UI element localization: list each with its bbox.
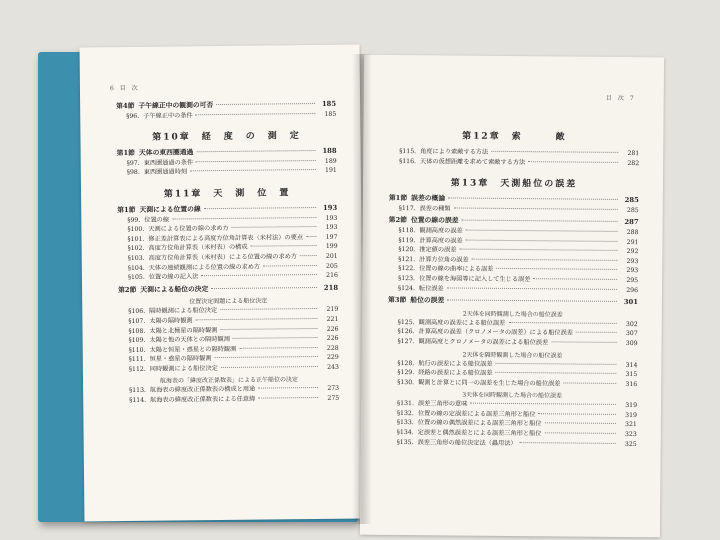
toc-entry	[119, 394, 339, 406]
running-head-right: 目 次 7	[605, 94, 634, 103]
entry-title: 転位誤差	[418, 284, 444, 292]
entry-number: §129.	[397, 369, 415, 377]
entry-page: 282	[627, 159, 640, 167]
entry-title: 太陽と他の天体との隔時観測	[149, 336, 230, 344]
entry-title: 誤差の概論	[411, 194, 446, 203]
entry-title: 恒星・惑星の隔時観測	[149, 355, 212, 364]
entry-number: §125.	[397, 318, 415, 326]
entry-number: §98.	[126, 169, 140, 177]
entry-page: 293	[626, 257, 639, 265]
entry-page: 281	[627, 150, 640, 158]
dot-leader	[220, 327, 317, 330]
toc-subheading: 3天体を同時観測した場合の船位誤差	[462, 391, 563, 400]
entry-number: §109.	[128, 336, 146, 345]
entry-title: 高度方位角計算表（米村表）による位置の線の求め方	[148, 253, 298, 262]
entry-title: 観測高度の誤差による船位誤差	[418, 318, 506, 327]
entry-page: 315	[625, 371, 638, 379]
toc-subheading: 位置決定間題による船位決定	[189, 297, 268, 306]
entry-number: §127.	[397, 337, 415, 346]
entry-title: 定誤差と偶然誤差とによる誤差三角形と船位	[417, 429, 542, 438]
dot-leader	[496, 267, 617, 270]
dot-leader	[204, 206, 317, 209]
entry-title: 計算方位角の誤差	[419, 255, 469, 264]
dot-leader	[466, 229, 618, 232]
entry-page: 293	[626, 267, 639, 275]
entry-page: 273	[327, 385, 340, 393]
entry-page: 323	[624, 431, 637, 439]
entry-page: 226	[326, 334, 339, 342]
entry-page: 302	[625, 320, 638, 328]
entry-title: 太陽と北極星の隔時観測	[149, 326, 218, 335]
entry-number: §114.	[129, 396, 147, 405]
dot-leader	[528, 160, 618, 163]
entry-number: §107.	[128, 317, 146, 325]
entry-page: 301	[623, 298, 638, 307]
entry-title: 計算高度の誤差（クロノメータの誤差）による船位誤差	[418, 328, 574, 337]
entry-page: 226	[326, 325, 339, 333]
entry-number: §124.	[398, 284, 415, 292]
dot-leader	[520, 441, 616, 444]
entry-page: 218	[323, 283, 339, 292]
entry-number: §100.	[127, 225, 145, 234]
toc-subheading: 航海表の「緯度改正係数表」による正午船位の決定	[159, 376, 299, 386]
entry-title: 航海表の緯度改正係数表による任意緯	[150, 395, 256, 404]
dot-leader	[544, 431, 615, 434]
entry-number: 第3節	[387, 296, 407, 305]
chapter-heading: 第13章 天測船位の誤差	[450, 178, 578, 190]
toc-entry	[388, 337, 638, 349]
dot-leader	[466, 238, 618, 241]
dot-leader	[448, 197, 618, 200]
entry-number: §126.	[397, 328, 415, 336]
entry-number: §134.	[396, 429, 414, 437]
entry-title: 太陽と恒星・惑星との隔時観測	[149, 345, 237, 354]
entry-number: 第4節	[116, 101, 135, 111]
entry-page: 292	[626, 248, 639, 256]
entry-page: 296	[626, 286, 639, 294]
dot-leader	[496, 361, 617, 364]
toc-entry	[118, 271, 338, 283]
toc-entry	[116, 109, 336, 121]
entry-number: 第1節	[388, 194, 408, 203]
entry-number: §119.	[398, 236, 416, 244]
dot-leader	[220, 307, 317, 310]
entry-number: §99.	[127, 216, 141, 224]
toc-subheading: 2天体を隔時観測した場合の船位誤差	[462, 351, 563, 359]
dot-leader	[233, 336, 318, 339]
dot-leader	[232, 225, 317, 228]
entry-page: 229	[326, 354, 339, 362]
entry-number: §131.	[397, 400, 414, 408]
toc-subheading: 2天体を同時観測した場合の船位誤差	[462, 310, 563, 319]
entry-title: 天測による船位の決定	[140, 284, 209, 294]
entry-page: 321	[625, 421, 637, 429]
entry-title: 修正差計算表による高度方位角計算表（米村法）の要点	[148, 233, 304, 243]
entry-title: 航行の誤差による船位誤差	[418, 359, 493, 368]
entry-number: 第1節	[117, 205, 136, 215]
dot-leader	[250, 244, 316, 247]
entry-title: 経路の誤差による船位誤差	[418, 369, 493, 377]
entry-page: 188	[322, 146, 337, 156]
dot-leader	[576, 331, 617, 333]
toc-entry	[389, 204, 639, 216]
dot-leader	[263, 264, 317, 267]
toc-left	[80, 97, 363, 407]
entry-number: §97.	[126, 159, 140, 167]
dot-leader	[495, 371, 616, 374]
dot-leader	[545, 422, 616, 425]
entry-number: §96.	[126, 112, 140, 120]
entry-page: 185	[324, 110, 337, 118]
entry-number: §128.	[397, 359, 415, 367]
entry-number: §111.	[128, 356, 146, 364]
entry-page: 197	[325, 233, 338, 241]
entry-number: §112.	[128, 365, 146, 373]
entry-title: 誤差三角形の船位決定法（蟲用法）	[417, 438, 517, 447]
entry-number: §118.	[398, 226, 416, 235]
entry-page: 287	[624, 218, 639, 227]
entry-title: 位置の線の記入法	[148, 273, 199, 281]
entry-page: 307	[625, 330, 638, 338]
entry-title: 航海表の緯度改正係数表の構成と用途	[149, 386, 256, 395]
entry-page: 291	[626, 238, 639, 246]
entry-title: 誤差の種類	[419, 204, 451, 213]
entry-number: §104.	[127, 264, 145, 272]
entry-title: 太陽の隔時観測	[149, 317, 193, 325]
entry-number: §105.	[127, 273, 145, 282]
entry-title: 角度により索敵する方法	[420, 148, 489, 156]
dot-leader	[196, 159, 316, 162]
toc-section	[388, 296, 638, 308]
entry-page: 193	[325, 214, 338, 222]
dot-leader	[211, 286, 317, 289]
entry-title: 観測高度の誤差	[419, 227, 463, 235]
toc-entry	[119, 363, 339, 375]
entry-page: 199	[325, 243, 338, 251]
dot-leader	[551, 340, 616, 343]
dot-leader	[221, 365, 318, 368]
entry-number: 第2節	[118, 285, 137, 294]
dot-leader	[462, 219, 618, 222]
running-head-left: 6 目 次	[109, 84, 138, 93]
entry-title: 観測高度とクロノメータの誤差による船位誤差	[418, 338, 549, 347]
dot-leader	[563, 381, 616, 383]
entry-number: §103.	[127, 254, 145, 262]
entry-number: §117.	[398, 204, 416, 212]
entry-title: 推定値の誤差	[419, 246, 457, 254]
entry-title: 位置の線の偶然誤差による誤差三角形と船位	[417, 419, 542, 428]
dot-leader	[190, 168, 316, 171]
entry-title: 天測による位置の線	[139, 205, 201, 214]
entry-page: 191	[324, 167, 337, 175]
entry-title: 計算高度の誤差	[419, 236, 463, 245]
entry-page: 193	[325, 223, 338, 232]
chapter-heading: 第12章 索 敵	[462, 131, 567, 143]
entry-page: 228	[326, 344, 339, 352]
right-page	[360, 55, 664, 538]
dot-leader	[470, 402, 616, 405]
entry-page: 295	[626, 276, 639, 285]
dot-leader	[216, 102, 315, 105]
entry-title: 位置の線の誤差	[410, 216, 459, 225]
entry-title: 高度方位角計算表（米村表）の構成	[148, 244, 248, 253]
entry-page: 319	[625, 402, 638, 410]
dot-leader	[201, 273, 317, 276]
entry-number: §116.	[399, 157, 417, 165]
dot-leader	[196, 317, 318, 320]
entry-title: 子午線正中の条件	[143, 111, 193, 120]
entry-title: 観測と計算とに同一の誤差を生じた場合の船位誤差	[418, 378, 561, 388]
entry-title: 誤差三角形の意味	[417, 400, 468, 408]
entry-page: 185	[321, 99, 337, 108]
dot-leader	[538, 412, 616, 415]
dot-leader	[196, 149, 315, 152]
entry-title: 東西圏通過時刻	[143, 168, 188, 177]
entry-page: 309	[625, 339, 638, 348]
dot-leader	[533, 277, 617, 280]
entry-number: §110.	[128, 346, 146, 354]
entry-number: §106.	[128, 308, 146, 316]
entry-title: 位置の線の曲率による誤差	[419, 265, 494, 274]
chapter-heading: 第11章 天 測 位 置	[163, 188, 291, 200]
entry-number: §122.	[398, 265, 416, 273]
entry-page: 314	[625, 361, 638, 369]
entry-title: 天体の連続観測による位置の線の求め方	[148, 263, 261, 272]
entry-number: §133.	[396, 419, 414, 427]
book-gutter	[352, 54, 372, 524]
toc-entry	[389, 157, 639, 169]
entry-title: 同時観測による船位決定	[149, 364, 218, 373]
entry-title: 船位の誤差	[410, 296, 445, 305]
entry-page: 325	[624, 440, 637, 448]
entry-number: §123.	[398, 274, 416, 283]
toc-entry	[387, 378, 637, 390]
toc-entry	[117, 166, 337, 178]
entry-title: 天測による位置の線の求め方	[148, 225, 229, 233]
entry-number: §120.	[398, 246, 416, 254]
entry-title: 天体の東西圏通過	[138, 148, 194, 158]
entry-number: §101.	[127, 235, 145, 243]
dot-leader	[447, 299, 617, 302]
entry-page: 219	[326, 306, 339, 314]
entry-number: §132.	[396, 409, 414, 418]
entry-page: 216	[326, 271, 338, 280]
entry-title: 東西圏通過の条件	[143, 159, 194, 167]
entry-number: §130.	[397, 378, 415, 386]
dot-leader	[508, 321, 617, 324]
dot-leader	[258, 396, 318, 399]
entry-page: 316	[625, 380, 638, 388]
entry-page: 221	[326, 315, 339, 323]
entry-number: §135.	[396, 438, 414, 446]
entry-title: 天体の仮想距離を求めて索敵する方法	[420, 157, 526, 166]
dot-leader	[215, 355, 318, 358]
dot-leader	[258, 386, 318, 389]
entry-title: 位置の線	[144, 216, 170, 224]
dot-leader	[447, 286, 617, 289]
dot-leader	[306, 235, 316, 237]
toc-entry	[388, 283, 638, 295]
toc-entry	[387, 438, 637, 450]
chapter-heading: 第10章 経 度 の 測 定	[152, 131, 301, 143]
dot-leader	[459, 248, 617, 251]
dot-leader	[196, 112, 316, 115]
entry-page: 288	[626, 228, 639, 237]
entry-page: 193	[322, 203, 338, 212]
entry-title: 隔時観測による船位決定	[149, 307, 218, 316]
entry-number: 第1節	[116, 149, 136, 158]
toc-section	[118, 284, 338, 296]
dot-leader	[239, 346, 318, 349]
dot-leader	[454, 206, 618, 209]
entry-number: §121.	[398, 255, 416, 263]
entry-number: §113.	[129, 387, 147, 395]
entry-page: 189	[324, 157, 337, 165]
entry-title: 位置の線を海図等に記入して生じる誤差	[418, 275, 531, 284]
entry-page: 243	[327, 363, 339, 371]
dot-leader	[491, 150, 618, 153]
left-page	[80, 45, 365, 522]
dot-leader	[472, 257, 618, 260]
dot-leader	[300, 254, 317, 256]
entry-number: §115.	[399, 148, 417, 156]
dot-leader	[172, 216, 316, 220]
entry-number: §102.	[127, 245, 145, 253]
entry-title: 位置の線の定誤差による誤差三角形と船位	[417, 410, 536, 419]
entry-page: 205	[325, 262, 338, 270]
entry-page: 285	[624, 196, 639, 205]
entry-page: 201	[325, 252, 338, 260]
entry-page: 319	[625, 411, 637, 419]
entry-number: 第2節	[388, 216, 408, 225]
toc-right	[361, 119, 664, 450]
entry-title: 子午線正中の観測の可否	[138, 101, 214, 110]
entry-page: 285	[626, 206, 639, 214]
entry-page: 275	[327, 394, 340, 402]
entry-number: §108.	[128, 327, 146, 335]
